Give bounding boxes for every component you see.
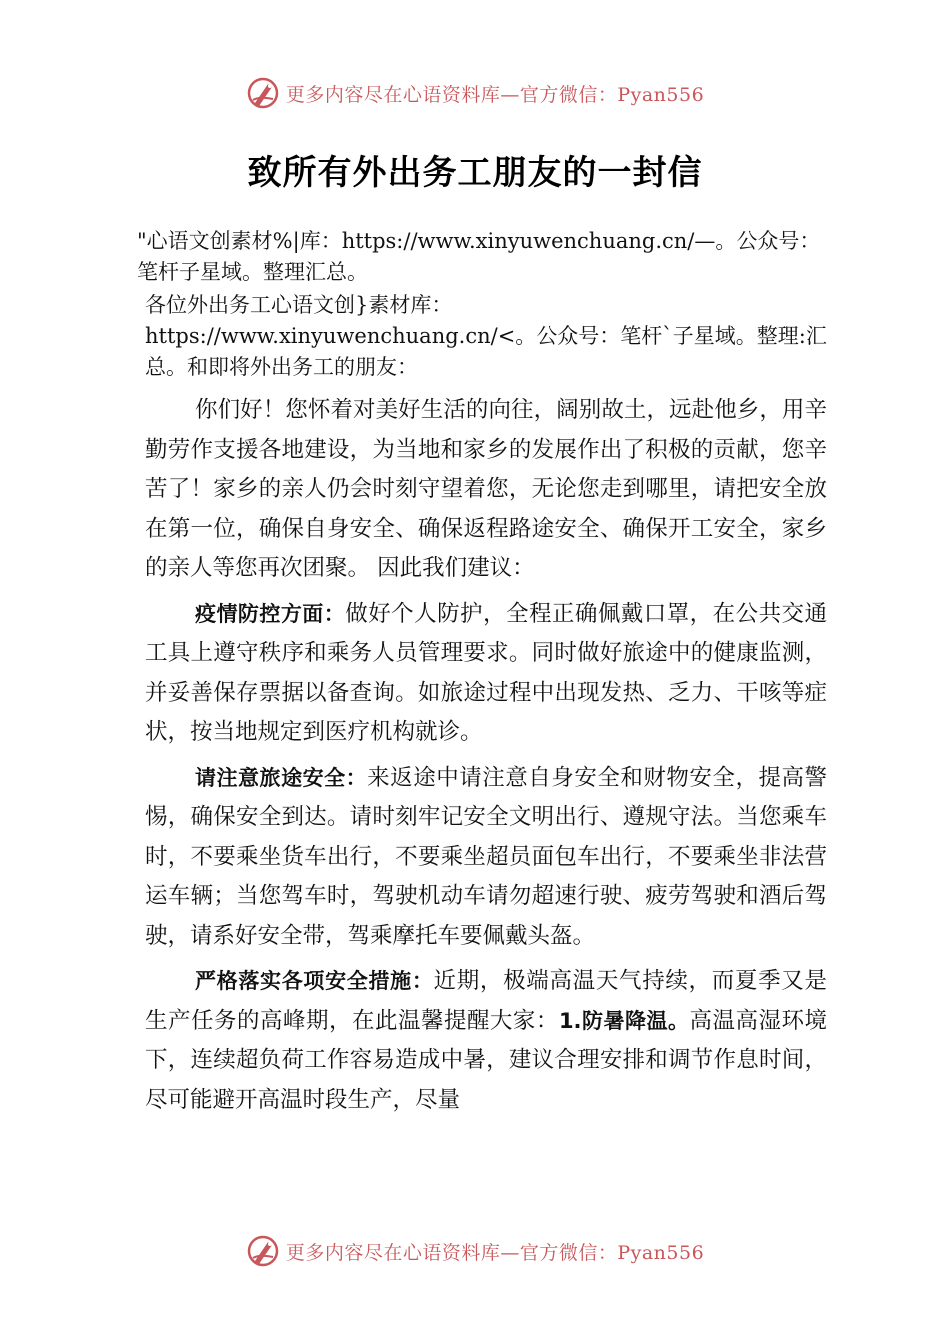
document-title: 致所有外出务工朋友的一封信	[247, 152, 703, 193]
travel-heading: 请注意旅途安全：	[195, 765, 368, 790]
epidemic-paragraph	[137, 595, 827, 753]
source-line-2: 各位外出务工心语文创}素材库：https://www.xinyuwenchuang.cn/<。公众号：笔杆`子星域。整理:汇总。和即将外出务工的朋友：	[145, 293, 827, 379]
header-banner	[0, 70, 950, 116]
heatstroke-heading: 1.防暑降温。	[558, 1008, 690, 1033]
document-body	[137, 226, 827, 1120]
travel-text: 来返途中请注意自身安全和财物安全，提高警惕，确保安全到达。请时刻牢记安全文明出行、遵规守法。当您乘车时，不要乘坐货车出行，不要乘坐超员面包车出行，不要乘坐非法营运车辆；当您驾车时，驾驶机动车请勿超速行驶、疲劳驾驶和酒后驾驶，请系好安全带，驾乘摩托车要佩戴头盔。	[145, 764, 827, 949]
epidemic-text: 做好个人防护，全程正确佩戴口罩，在公共交通工具上遵守秩序和乘务人员管理要求。同时做好旅途中的健康监测，并妥善保存票据以备查询。如旅途过程中出现发热、乏力、干咳等症状，按当地规定到医疗机构就诊。	[145, 600, 827, 745]
pen-nib-seal-icon	[246, 1234, 280, 1268]
pen-nib-seal-icon	[246, 76, 280, 110]
measures-text: 近期，极端高温天气持续，而夏季又是生产任务的高峰期，在此温馨提醒大家：	[145, 968, 827, 1034]
header-banner-content	[246, 76, 704, 110]
travel-paragraph	[137, 759, 827, 957]
heatstroke-text: 高温高湿环境下，连续超负荷工作容易造成中暑，建议合理安排和调节作息时间，尽可能避开高温时段生产，尽量	[145, 1007, 827, 1113]
epidemic-heading: 疫情防控方面：	[195, 601, 346, 626]
measures-heading: 严格落实各项安全措施：	[195, 969, 434, 993]
footer-banner	[0, 1228, 950, 1274]
header-banner-text: 更多内容尽在心语资料库—官方微信：Pyan556	[285, 83, 705, 106]
footer-banner-content	[246, 1234, 704, 1268]
source-line-1: "心语文创素材%|库：https://www.xinyuwenchuang.cn/—。公众号：笔杆子星域。整理汇总。	[137, 229, 821, 284]
footer-banner-text: 更多内容尽在心语资料库—官方微信：Pyan556	[285, 1241, 705, 1264]
measures-paragraph	[137, 962, 827, 1120]
greeting-paragraph: 你们好！您怀着对美好生活的向往，阔别故土，远赴他乡，用辛勤劳作支援各地建设，为当地和家乡的发展作出了积极的贡献，您辛苦了！家乡的亲人仍会时刻守望着您，无论您走到哪里，请把安全放在第一位，确保自身安全、确保返程路途安全、确保开工安全，家乡的亲人等您再次团聚。 因此我们建议：	[145, 397, 827, 581]
